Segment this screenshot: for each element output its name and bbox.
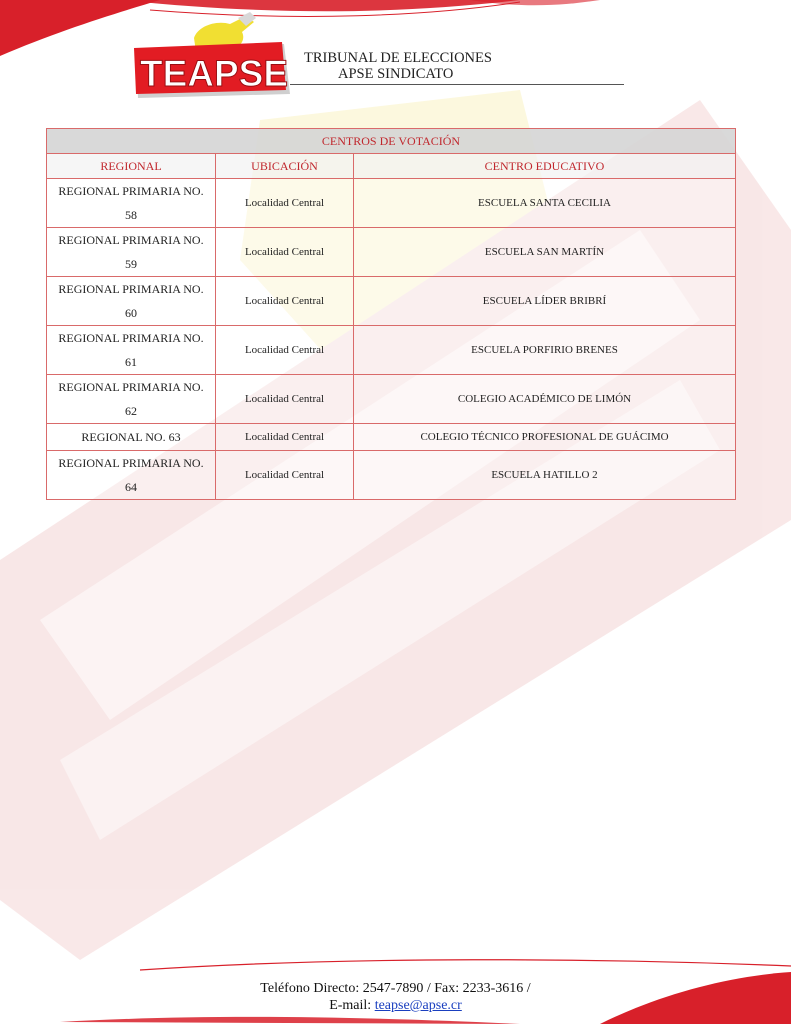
table-row (47, 277, 736, 326)
ubicacion-cell: Localidad Central (216, 451, 354, 500)
regional-cell: REGIONAL PRIMARIA NO. 60 (47, 277, 216, 326)
table-caption: CENTROS DE VOTACIÓN (47, 129, 736, 154)
tribunal-title: TRIBUNAL DE ELECCIONES (304, 50, 492, 66)
centro-cell: COLEGIO TÉCNICO PROFESIONAL DE GUÁCIMO (354, 424, 736, 451)
centro-cell: COLEGIO ACADÉMICO DE LIMÓN (354, 375, 736, 424)
header-divider (290, 84, 624, 85)
voting-centers-table (46, 128, 736, 500)
ubicacion-cell: Localidad Central (216, 179, 354, 228)
table-row (47, 179, 736, 228)
centro-cell: ESCUELA SAN MARTÍN (354, 228, 736, 277)
centro-cell: ESCUELA PORFIRIO BRENES (354, 326, 736, 375)
regional-cell: REGIONAL PRIMARIA NO. 59 (47, 228, 216, 277)
table-row (47, 424, 736, 451)
table-row (47, 228, 736, 277)
table-row (47, 451, 736, 500)
column-header-ubicacion: UBICACIÓN (216, 154, 354, 179)
table-row (47, 375, 736, 424)
ubicacion-cell: Localidad Central (216, 228, 354, 277)
footer-phone-fax: Teléfono Directo: 2547-7890 / Fax: 2233-3616 / (260, 981, 531, 996)
regional-cell: REGIONAL NO. 63 (47, 424, 216, 451)
ubicacion-cell: Localidad Central (216, 375, 354, 424)
page-footer (0, 980, 791, 1014)
footer-email-line (0, 997, 791, 1014)
regional-cell: REGIONAL PRIMARIA NO. 58 (47, 179, 216, 228)
centro-cell: ESCUELA SANTA CECILIA (354, 179, 736, 228)
centro-cell: ESCUELA LÍDER BRIBRÍ (354, 277, 736, 326)
column-header-regional: REGIONAL (47, 154, 216, 179)
ubicacion-cell: Localidad Central (216, 277, 354, 326)
table-row (47, 326, 736, 375)
letterhead-title (304, 50, 492, 82)
email-link[interactable]: teapse@apse.cr (374, 998, 462, 1013)
ubicacion-cell: Localidad Central (216, 424, 354, 451)
regional-cell: REGIONAL PRIMARIA NO. 61 (47, 326, 216, 375)
teapse-logo (134, 8, 292, 100)
regional-cell: REGIONAL PRIMARIA NO. 62 (47, 375, 216, 424)
centro-cell: ESCUELA HATILLO 2 (354, 451, 736, 500)
regional-cell: REGIONAL PRIMARIA NO. 64 (47, 451, 216, 500)
union-subtitle: APSE SINDICATO (338, 66, 454, 82)
ubicacion-cell: Localidad Central (216, 326, 354, 375)
footer-email-label: E-mail: (329, 998, 375, 1013)
svg-text:TEAPSE: TEAPSE (140, 53, 289, 94)
column-header-centro: CENTRO EDUCATIVO (354, 154, 736, 179)
